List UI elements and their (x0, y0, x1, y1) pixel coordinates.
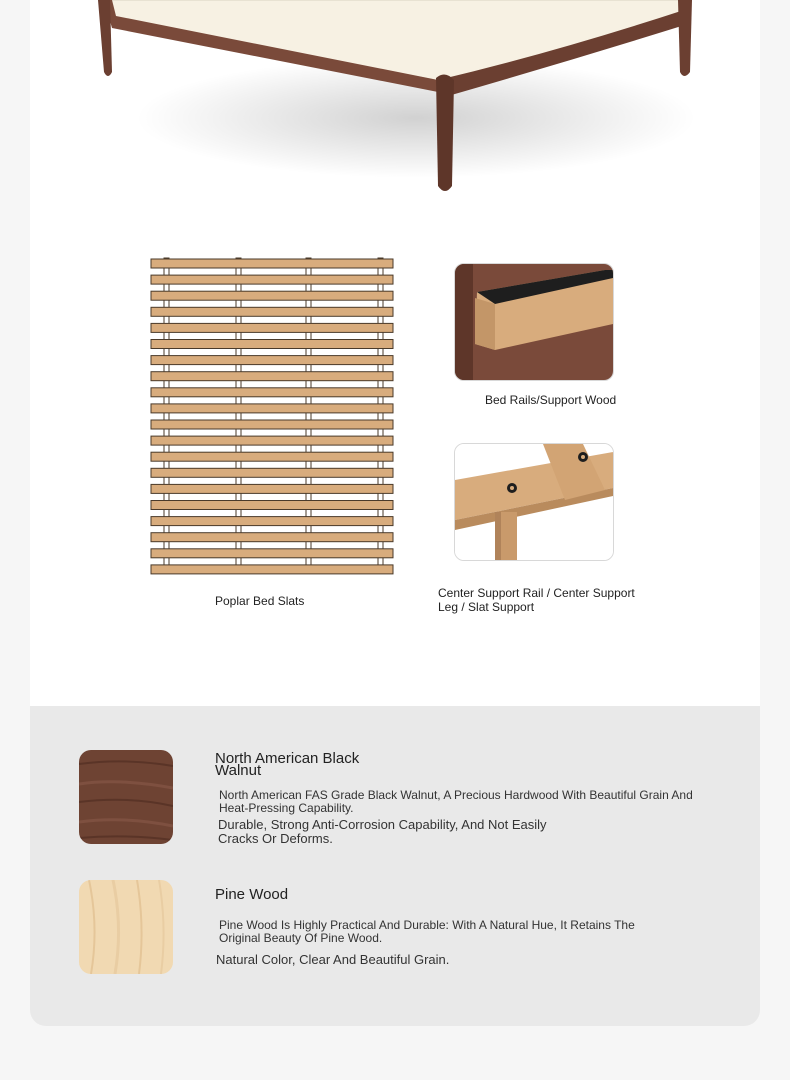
slat (151, 517, 393, 526)
center-support-icon (455, 444, 613, 560)
slat (151, 307, 393, 316)
bed-frame-illustration (86, 0, 706, 200)
slat (151, 452, 393, 461)
slat (151, 565, 393, 574)
pine-title: Pine Wood (215, 886, 289, 903)
slat (151, 436, 393, 445)
slat (151, 388, 393, 397)
walnut-grain-icon (79, 750, 173, 844)
slat (151, 291, 393, 300)
slat (151, 404, 393, 413)
materials-section (30, 706, 760, 1026)
center-support-caption: Center Support Rail / Center Support Leg / Slat Support (438, 586, 635, 614)
slat (151, 484, 393, 493)
walnut-description: North American FAS Grade Black Walnut, A Precious Hardwood With Beautiful Grain And Heat-Pressing Capability. (219, 788, 693, 815)
slat (151, 420, 393, 429)
walnut-swatch (79, 750, 173, 844)
slat (151, 549, 393, 558)
center-support-photo (454, 443, 614, 561)
slat (151, 340, 393, 349)
pine-grain-icon (79, 880, 173, 974)
bed-rail-photo (454, 263, 614, 381)
slat (151, 372, 393, 381)
pine-feature: Natural Color, Clear And Beautiful Grain. (216, 952, 450, 967)
walnut-feature: Durable, Strong Anti-Corrosion Capability, And Not Easily Cracks Or Deforms. (218, 817, 547, 846)
slat (151, 501, 393, 510)
slat (151, 356, 393, 365)
pine-swatch (79, 880, 173, 974)
slat (151, 323, 393, 332)
slats-caption: Poplar Bed Slats (215, 594, 305, 608)
bed-slats-icon (148, 254, 396, 576)
bed-rail-icon (455, 264, 613, 380)
slat (151, 259, 393, 268)
rails-caption: Bed Rails/Support Wood (485, 393, 617, 407)
slat (151, 533, 393, 542)
walnut-title: North American Black Walnut (215, 750, 360, 779)
pine-description: Pine Wood Is Highly Practical And Durable: With A Natural Hue, It Retains The Original Beauty Of Pine Wood. (219, 918, 635, 945)
slat (151, 468, 393, 477)
slat (151, 275, 393, 284)
